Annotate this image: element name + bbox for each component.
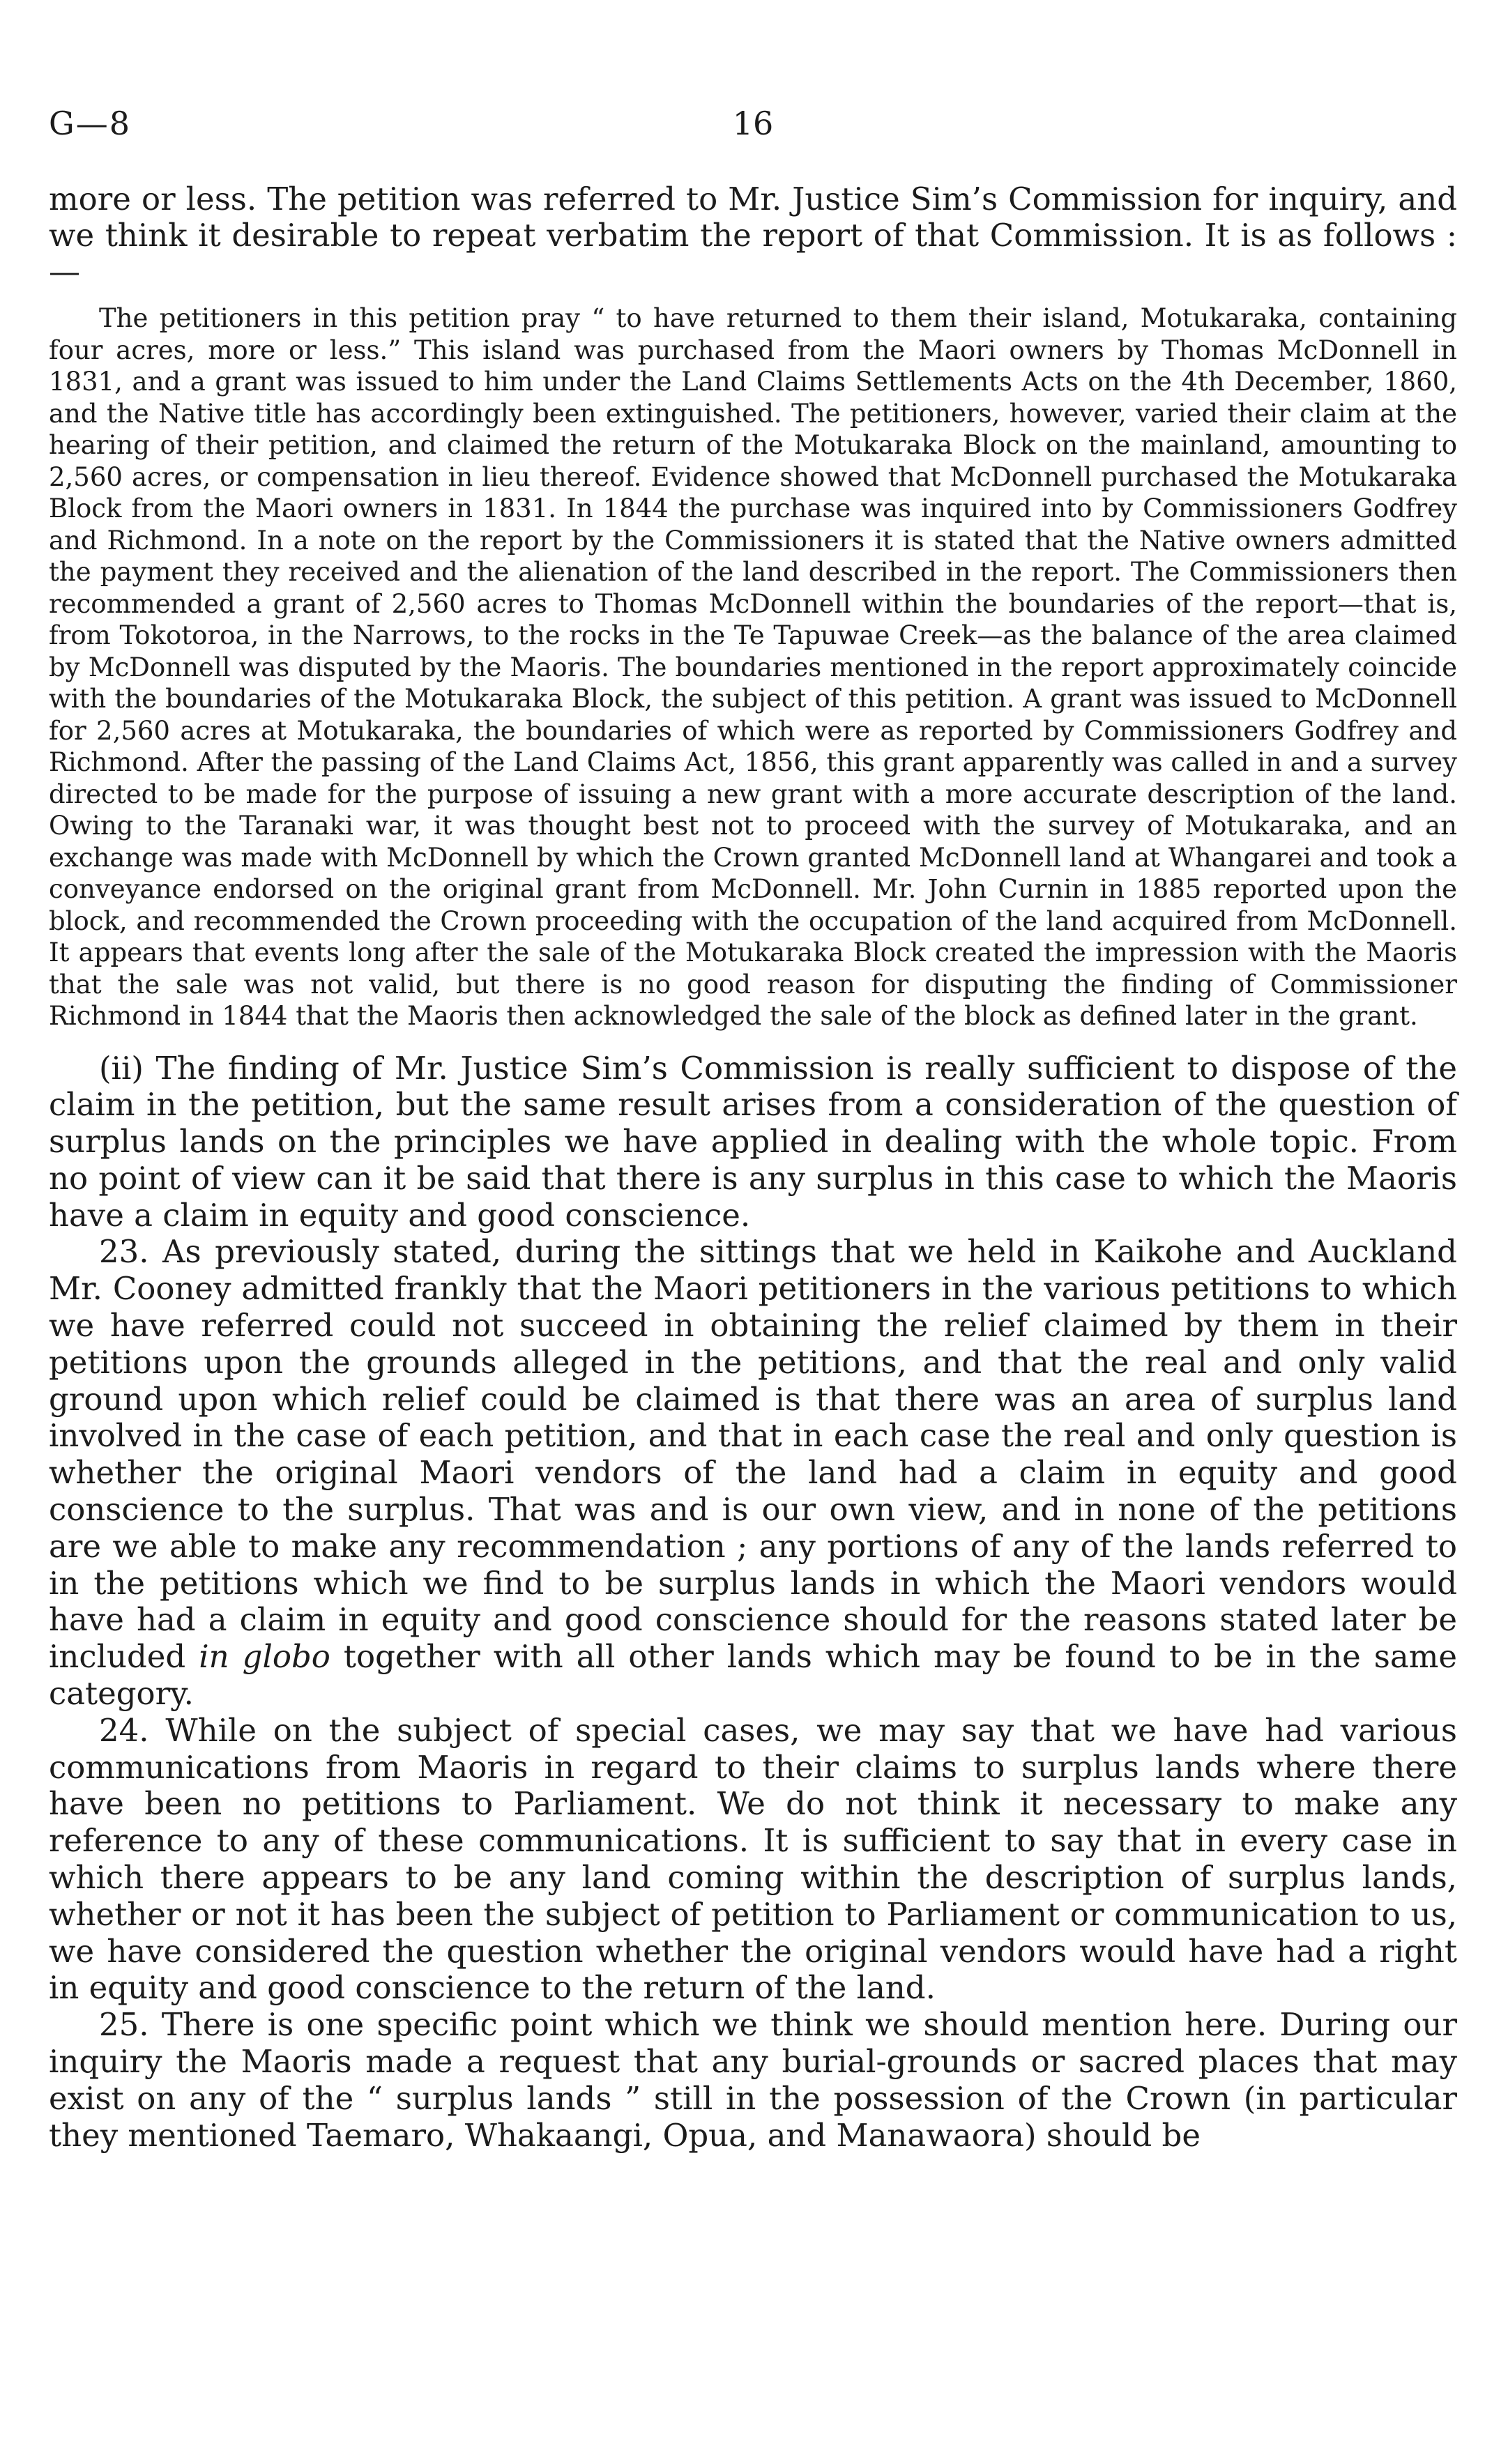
paragraph-23-italic-phrase: in globo (199, 1638, 330, 1676)
paragraph-25: 25. There is one specific point which we think we should mention here. During our inquiry the Maoris made a request that any burial-grounds or sacred places that may exist on any of the “ surplus lands ” still in the possession of the Crown (in particular they mentioned Taemaro, Whakaangi, Opua, and Manawaora) should be (49, 2006, 1457, 2154)
lead-paragraph: more or less. The petition was referred to Mr. Justice Sim’s Commission for inquiry, and we think it desirable to repeat verbatim the report of that Commission. It is as follows :— (49, 181, 1457, 290)
paragraph-23-text-before: 23. As previously stated, during the sittings that we held in Kaikohe and Auckland Mr. Cooney admitted frankly that the Maori petitioners in the various petitions to which we have referred could not succeed in obtaining the relief claimed by them in their petitions upon the grounds alleged in the petitions, and that the real and only valid ground upon which relief could be claimed is that there was an area of surplus land involved in the case of each petition, and that in each case the real and only question is whether the original Maori vendors of the land had a claim in equity and good conscience to the surplus. That was and is our own view, and in none of the petitions are we able to make any recommendation ; any portions of any of the lands referred to in the petitions which we find to be surplus lands in which the Maori vendors would have had a claim in equity and good conscience should for the reasons stated later be included (49, 1233, 1457, 1676)
paragraph-ii: (ii) The finding of Mr. Justice Sim’s Commission is really sufficient to dispose of the claim in the petition, but the same result arises from a consideration of the question of surplus lands on the principles we have applied in dealing with the whole topic. From no point of view can it be said that there is any surplus in this case to which the Maoris have a claim in equity and good conscience. (49, 1049, 1457, 1234)
commission-report-quote: The petitioners in this petition pray “ to have returned to them their island, Motukaraka, containing four acres, more or less.” This island was purchased from the Maori owners by Thomas McDonnell in 1831, and a grant was issued to him under the Land Claims Settlements Acts on the 4th December, 1860, and the Native title has accordingly been extinguished. The petitioners, however, varied their claim at the hearing of their petition, and claimed the return of the Motukaraka Block on the mainland, amounting to 2,560 acres, or compensation in lieu thereof. Evidence showed that McDonnell purchased the Motukaraka Block from the Maori owners in 1831. In 1844 the purchase was inquired into by Commissioners Godfrey and Richmond. In a note on the report by the Commissioners it is stated that the Native owners admitted the payment they received and the alienation of the land described in the report. The Commissioners then recommended a grant of 2,560 acres to Thomas McDonnell within the boundaries of the report—that is, from Tokotoroa, in the Narrows, to the rocks in the Te Tapuwae Creek—as the balance of the area claimed by McDonnell was disputed by the Maoris. The boundaries mentioned in the report approximately coincide with the boundaries of the Motukaraka Block, the subject of this petition. A grant was issued to McDonnell for 2,560 acres at Motukaraka, the boundaries of which were as reported by Commissioners Godfrey and Richmond. After the passing of the Land Claims Act, 1856, this grant apparently was called in and a survey directed to be made for the purpose of issuing a new grant with a more accurate description of the land. Owing to the Taranaki war, it was thought best not to proceed with the survey of Motukaraka, and an exchange was made with McDonnell by which the Crown granted McDonnell land at Whangarei and took a conveyance endorsed on the original grant from McDonnell. Mr. John Curnin in 1885 reported upon the block, and recommended the Crown proceeding with the occupation of the land acquired from McDonnell. It appears that events long after the sale of the Motukaraka Block created the impression with the Maoris that the sale was not valid, but there is no good reason for disputing the finding of Commissioner Richmond in 1844 that the Maoris then acknowledged the sale of the block as defined later in the grant. (49, 303, 1457, 1031)
page-header (49, 105, 1457, 153)
paragraph-23 (49, 1234, 1457, 1712)
paragraph-24: 24. While on the subject of special cases, we may say that we have had various communications from Maoris in regard to their claims to surplus lands where there have been no petitions to Parliament. We do not think it necessary to make any reference to any of these communications. It is sufficient to say that in every case in which there appears to be any land coming within the description of surplus lands, whether or not it has been the subject of petition to Parliament or communication to us, we have considered the question whether the original vendors would have had a right in equity and good conscience to the return of the land. (49, 1711, 1457, 2007)
parliamentary-paper-reference: G—8 (49, 105, 132, 142)
page-number: 16 (732, 105, 774, 142)
paragraph-23-text-after: together with all other lands which may be found to be in the same category. (49, 1638, 1458, 1713)
document-body (49, 181, 1457, 2154)
